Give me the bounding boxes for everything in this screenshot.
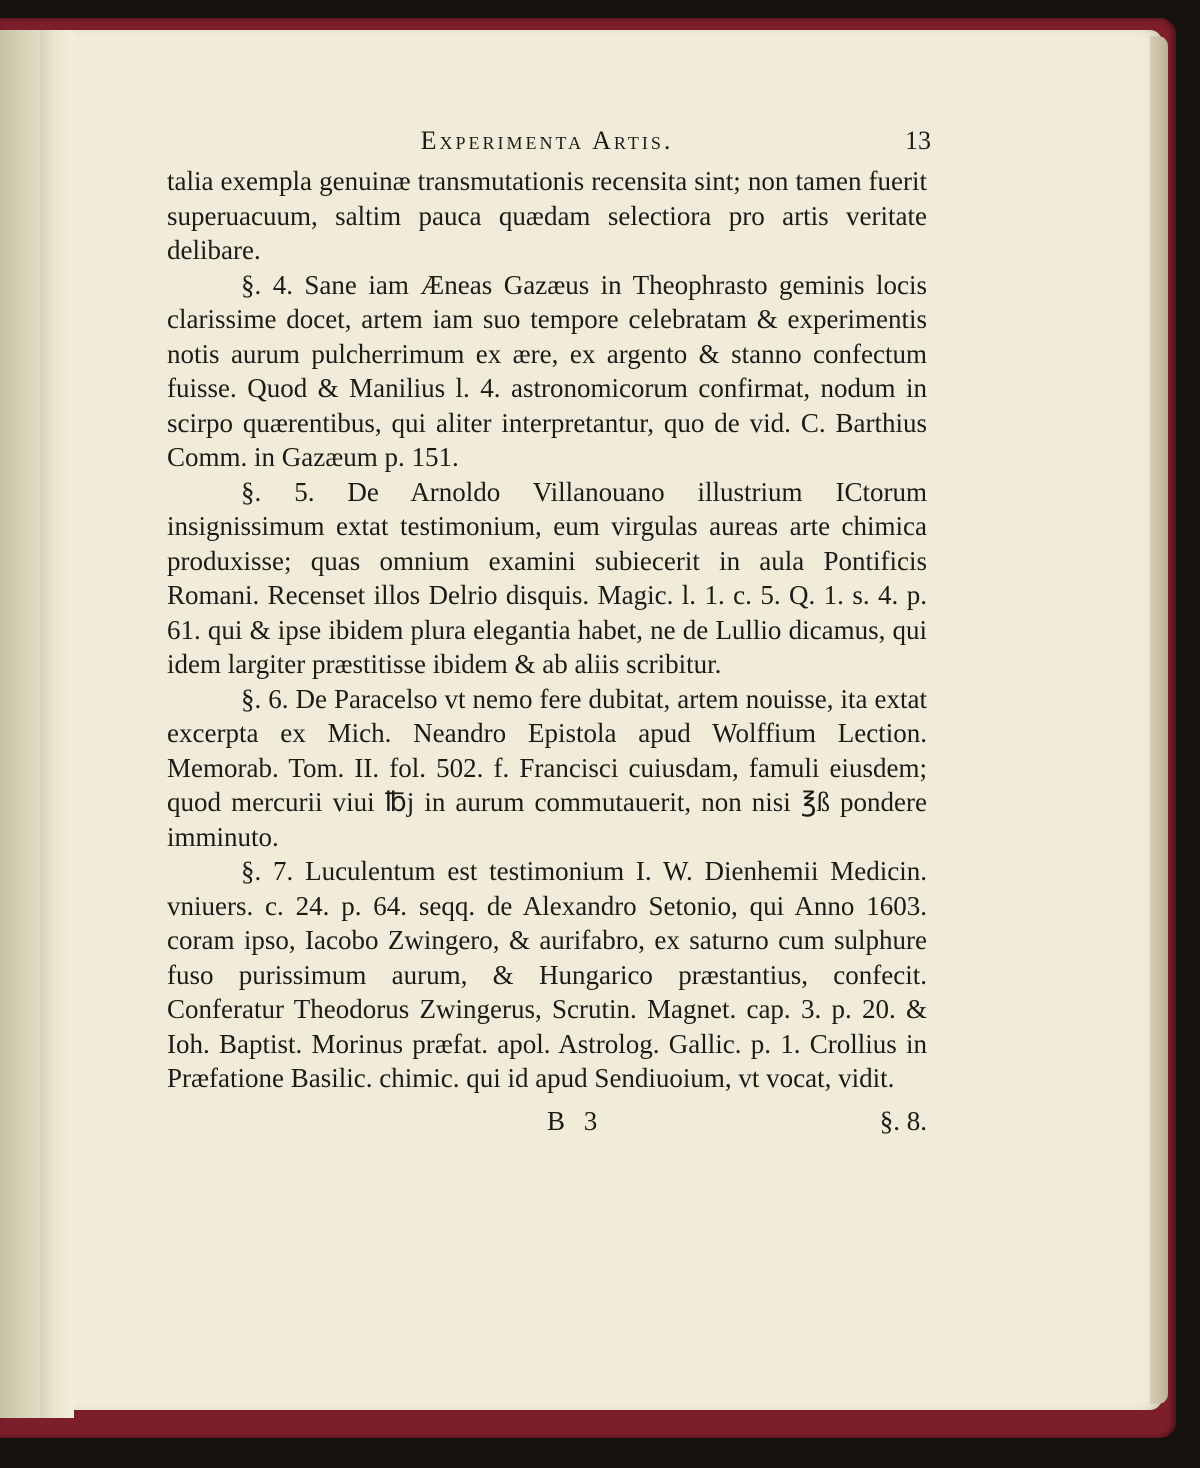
running-header — [167, 126, 931, 164]
facing-page-edge — [0, 30, 40, 1418]
signature-mark: B 3 — [547, 1105, 604, 1136]
paragraph-section-6: §. 6. De Paracelso vt nemo fere dubitat, artem nouisse, ita extat excerpta ex Mich. Neandro Epistola apud Wolffium Lection. Memorab. Tom. II. fol. 502. f. Francisci cuiusdam, famuli eiusdem; quod mercurii viui ℔j in aurum commutauerit, non nisi ℥ß pondere imminuto. — [167, 683, 927, 852]
running-head: Experimenta Artis. — [420, 126, 674, 155]
page-footer — [167, 1106, 927, 1146]
paragraph-section-5: §. 5. De Arnoldo Villanouano illustrium ICtorum insignissimum extat testimonium, eum virgulas aureas arte chimica produxisse; quas omnium examini subiecerit in aula Pontificis Romani. Recenset illos Delrio disquis. Magic. l. 1. c. 5. Q. 1. s. 4. p. 61. qui & ipse ibidem plura elegantia habet, ne de Lullio dicamus, qui idem largiter præstitisse ibidem & ab aliis scribitur. — [167, 476, 927, 679]
paragraph-continuation: talia exempla genuinæ transmutationis recensita sint; non tamen fuerit superuacuum, saltim pauca quædam selectiora pro artis veritate delibare. — [167, 166, 927, 265]
paragraph-section-7: §. 7. Luculentum est testimonium I. W. Dienhemii Medicin. vniuers. c. 24. p. 64. seqq. de Alexandro Setonio, qui Anno 1603. coram ipso, Iacobo Zwingero, & aurifabro, ex saturno cum sulphure fuso purissimum aurum, & Hungarico præstantius, confecit. Conferatur Theodorus Zwingerus, Scrutin. Magnet. cap. 3. p. 20. & Ioh. Baptist. Morinus præfat. apol. Astrolog. Gallic. p. 1. Crollius in Præfatione Basilic. chimic. qui id apud Sendiuoium, vt vocat, vidit. — [167, 856, 927, 1093]
page-text-block — [167, 126, 931, 1146]
paragraph-section-4: §. 4. Sane iam Æneas Gazæus in Theophrasto geminis locis clarissime docet, artem iam suo tempore celebratam & experimentis notis aurum pulcherrimum ex ære, ex argento & stanno confectum fuisse. Quod & Manilius l. 4. astronomicorum confirmat, nodum in scirpo quærentibus, qui aliter interpretantur, quo de vid. C. Barthius Comm. in Gazæum p. 151. — [167, 269, 927, 472]
page-gutter — [40, 30, 74, 1418]
page-number: 13 — [905, 126, 931, 155]
catchword: §. 8. — [879, 1105, 927, 1136]
page-fore-edge — [1150, 36, 1168, 1404]
